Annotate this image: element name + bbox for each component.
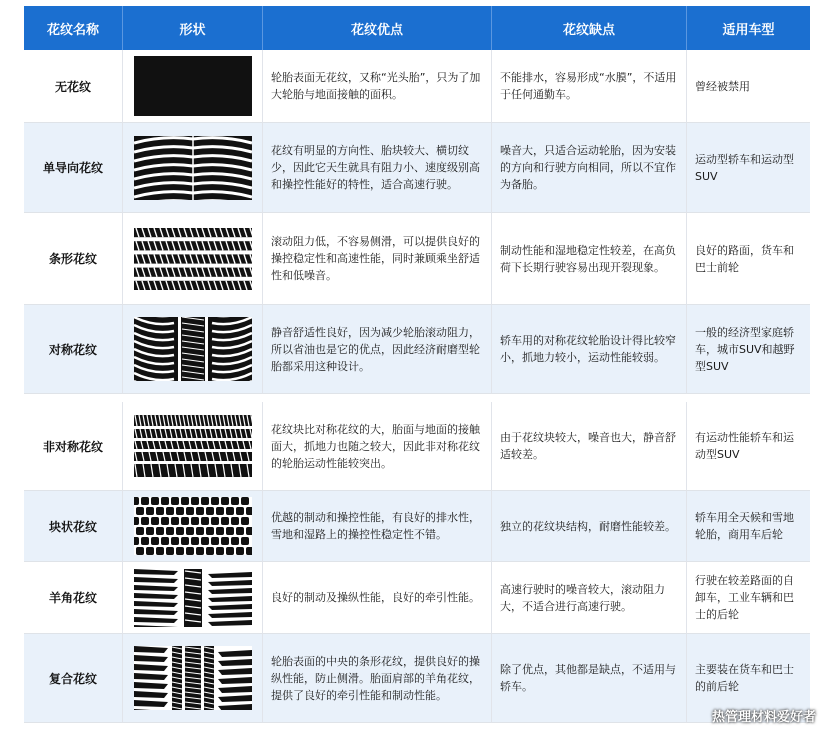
tread-rib-icon bbox=[134, 226, 252, 292]
pattern-name: 复合花纹 bbox=[24, 634, 123, 723]
tread-image bbox=[123, 50, 263, 123]
table-row bbox=[24, 634, 810, 723]
pattern-name: 单导向花纹 bbox=[24, 123, 123, 213]
pros-text: 静音舒适性良好，因为减少轮胎滚动阻力，所以省油也是它的优点，因此经济耐磨型轮胎都采用这种设计。 bbox=[263, 305, 492, 394]
header-vehicles: 适用车型 bbox=[722, 22, 775, 38]
header-shape: 形状 bbox=[123, 6, 263, 50]
tread-image bbox=[123, 305, 263, 394]
pattern-name: 无花纹 bbox=[24, 50, 123, 123]
vehicles-text: 运动型轿车和运动型SUV bbox=[687, 123, 810, 213]
pros-text: 轮胎表面无花纹，又称“光头胎”，只为了加大轮胎与地面接触的面积。 bbox=[263, 50, 492, 123]
tread-image bbox=[123, 634, 263, 723]
vehicles-text: 主要装在货车和巴士的前后轮 bbox=[687, 634, 810, 723]
tread-combined-icon bbox=[134, 646, 252, 710]
pros-text: 滚动阻力低，不容易侧滑，可以提供良好的操控稳定性和高速性能，同时兼顾乘坐舒适性和低噪音。 bbox=[263, 213, 492, 305]
tread-block-icon bbox=[134, 497, 252, 555]
tread-lug-icon bbox=[134, 569, 252, 627]
pros-text: 轮胎表面的中央的条形花纹，提供良好的操纵性能，防止侧滑。胎面肩部的羊角花纹，提供了良好的牵引性能和制动性能。 bbox=[263, 634, 492, 723]
table-row bbox=[24, 491, 810, 562]
table-row bbox=[24, 402, 810, 491]
pros-text: 花纹块比对称花纹的大，胎面与地面的接触面大，抓地力也随之较大，因此非对称花纹的轮胎运动性能较突出。 bbox=[263, 402, 492, 491]
tread-image bbox=[123, 213, 263, 305]
tread-image bbox=[123, 491, 263, 562]
tread-image bbox=[123, 562, 263, 634]
vehicles-text: 有运动性能轿车和运动型SUV bbox=[687, 402, 810, 491]
pattern-name: 条形花纹 bbox=[24, 213, 123, 305]
table-header bbox=[24, 6, 810, 50]
tread-image bbox=[123, 123, 263, 213]
table-row bbox=[24, 123, 810, 213]
vehicles-text: 曾经被禁用 bbox=[687, 50, 810, 123]
pros-text: 花纹有明显的方向性、胎块较大、横切纹少，因此它天生就具有阻力小、速度级别高和操控性能好的特性，适合高速行驶。 bbox=[263, 123, 492, 213]
pros-text: 优越的制动和操控性能，有良好的排水性，雪地和湿路上的操控性稳定性不错。 bbox=[263, 491, 492, 562]
table-row bbox=[24, 50, 810, 123]
vehicles-text: 轿车用全天候和雪地轮胎，商用车后轮 bbox=[687, 491, 810, 562]
tread-image bbox=[123, 402, 263, 491]
cons-text: 不能排水，容易形成“水膜”，不适用于任何通勤车。 bbox=[492, 50, 687, 123]
cons-text: 高速行驶时的噪音较大，滚动阻力大，不适合进行高速行驶。 bbox=[492, 562, 687, 634]
cons-text: 独立的花纹块结构，耐磨性能较差。 bbox=[492, 491, 687, 562]
cons-text: 噪音大，只适合运动轮胎，因为安装的方向和行驶方向相同，所以不宜作为备胎。 bbox=[492, 123, 687, 213]
pattern-name: 非对称花纹 bbox=[24, 402, 123, 491]
tread-plain-icon bbox=[134, 56, 252, 116]
cons-text: 由于花纹块较大，噪音也大，静音舒适较差。 bbox=[492, 402, 687, 491]
header-cons: 花纹缺点 bbox=[492, 6, 687, 50]
cons-text: 制动性能和湿地稳定性较差，在高负荷下长期行驶容易出现开裂现象。 bbox=[492, 213, 687, 305]
vehicles-text: 一般的经济型家庭轿车，城市SUV和越野型SUV bbox=[687, 305, 810, 394]
vehicles-text: 行驶在较差路面的自卸车，工业车辆和巴士的后轮 bbox=[687, 562, 810, 634]
cons-text: 轿车用的对称花纹轮胎设计得比较窄小，抓地力较小，运动性能较弱。 bbox=[492, 305, 687, 394]
watermark: 热管理材料爱好者 bbox=[711, 710, 816, 725]
cons-text: 除了优点，其他都是缺点，不适用与轿车。 bbox=[492, 634, 687, 723]
pros-text: 良好的制动及操纵性能，良好的牵引性能。 bbox=[263, 562, 492, 634]
table-row bbox=[24, 562, 810, 634]
row-gap bbox=[24, 394, 810, 402]
tread-symmetric-icon bbox=[134, 317, 252, 381]
pattern-name: 羊角花纹 bbox=[24, 562, 123, 634]
vehicles-text: 良好的路面，货车和巴士前轮 bbox=[687, 213, 810, 305]
header-pros: 花纹优点 bbox=[263, 6, 492, 50]
table-row bbox=[24, 213, 810, 305]
table-row bbox=[24, 305, 810, 394]
pattern-name: 对称花纹 bbox=[24, 305, 123, 394]
header-name: 花纹名称 bbox=[24, 6, 123, 50]
pattern-name: 块状花纹 bbox=[24, 491, 123, 562]
tread-asymmetric-icon bbox=[134, 415, 252, 477]
tread-comparison-table bbox=[24, 6, 810, 723]
tread-directional-icon bbox=[134, 136, 252, 200]
